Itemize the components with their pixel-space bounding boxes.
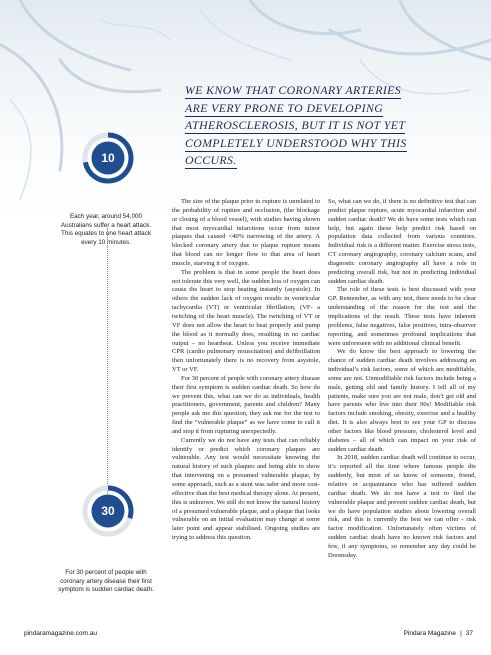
footer-magazine-name: Pindara Magazine — [403, 630, 457, 637]
body-paragraph: The role of these tests is best discussed with your GP. Remember, as with any test, there needs to be clear understanding of the reason for the test and the implications of the result. These tests have inherent problems, false negatives, false positives, intra-observer reporting, and sometimes profound implications that were unforeseen with no additional clinical benefit. — [328, 286, 476, 347]
pull-quote-line: WE KNOW THAT CORONARY ARTERIES — [185, 83, 402, 97]
body-paragraph: The size of the plaque prior to rupture is unrelated to the probability of rupture and occlusion, (the blockage or closing of a blood vessel), with studies having shown that most myocardial infarctions occur from minor plaques that caused <40% narrowing of the artery. A blocked coronary artery due to plaque rupture means that blood can no longer flow to that area of heart muscle, starving it of oxygen. — [172, 198, 320, 267]
footer-separator: | — [460, 630, 462, 637]
body-paragraph: The problem is that in some people the heart does not tolerate this very well, the sudden loss of oxygen can cause the heart to stop beating instantly (asystole). In others the sudden lack of oxygen results in ventricular tachycardia (VT) or ventricular fibrillation, (VF- a twitching of the heart muscle). The twitching of VT or VF does not allow the heart to beat properly and pump the blood as it normally does, resulting in no cardiac output – no heartbeat. Unless you receive immediate CPR (cardio pulmonary resuscitation) and defibrillation then unfortunately there is no recovery from asystole, VT or VF. — [172, 268, 320, 374]
pull-quote-line: OCCURS. — [185, 153, 237, 167]
stat-ring-30 — [80, 483, 136, 539]
body-paragraph: So, what can we do, if there is no definitive test that can predict plaque rupture, acute myocardial infarction and sudden cardiac death? We do have some tests which can help, but again these help predict risk based on population data collected from various countries. Individual risk is a different matter. Exercise stress tests, CT coronary angiography, coronary calcium scans, and diagnostic coronary angiography all have a role in predicting overall risk, but not in predicting individual sudden cardiac death. — [328, 198, 476, 285]
pull-quote — [185, 82, 445, 170]
pull-quote-line: ARE VERY PRONE TO DEVELOPING — [185, 100, 384, 115]
body-paragraph: For 30 percent of people with coronary artery disease their first symptom is sudden cardiac death. So how do we prevent this, what can we do as individuals, health practitioners, government, parents and children? Many people ask me this question, they ask me for the test to find the “vulnerable plaque” as we have come to call it and stop it from rupturing unexpectedly. — [172, 374, 320, 435]
pull-quote-line: ATHEROSCLEROSIS, BUT IT IS NOT YET — [185, 118, 406, 132]
article-column-2 — [328, 198, 476, 561]
article-column-1 — [172, 198, 320, 543]
body-paragraph: In 2018, sudden cardiac death will continue to occur, it’s reported all the time where famous people die suddenly, but most of us know of someone, friend, relative or acquaintance who has suffered sudden cardiac death. We do not have a test to find the vulnerable plaque and prevent sudden cardiac death, but we do have population studies about lowering overall risk, and this is currently the best we can offer - risk factor modification. Unfortunately often victims of sudden cardiac death have no known risk factors and few, if any symptoms, so remember any day could be Doomsday. — [328, 454, 476, 559]
dotted-divider — [107, 228, 108, 500]
page-number: 37 — [465, 630, 473, 637]
body-paragraph: Currently we do not have any tests that can reliably identify or predict which coronary plaques are vulnerable. Any test would necessitate knowing the natural history of such plaques and being able to show that intervening on a presumed vulnerable plaque, by some approach, such as a stent was safer and more cost-effective than the best medical therapy alone. At present, this is unknown. We still do not know the natural history of a presumed vulnerable plaque, and a plaque that looks vulnerable on an initial evaluation may change at some later point and appear stabilised. Ongoing studies are trying to address this question. — [172, 436, 321, 542]
footer-website: pindaramagazine.com.au — [24, 630, 97, 637]
stat-caption: For 30 percent of people with coronary artery disease their first symptom is sudden cardiac death. — [58, 569, 154, 594]
stat-caption: Each year, around 54,000 Australians suffer a heart attack. This equates to one heart attack every 10 minutes. — [60, 213, 152, 246]
pull-quote-line: COMPLETELY UNDERSTOOD WHY THIS — [185, 135, 407, 150]
stat-number: 10 — [101, 151, 115, 165]
footer-folio — [404, 630, 473, 637]
body-paragraph: We do know the best approach to lowering the chance of sudden cardiac death involves addressing an individual’s risk factors, some of which are modifiable, some are not. Unmodifiable risk factors include being a male, getting old and family history. I tell all of my patients, make sure you are not male, don’t get old and have parents who live into their 90s! Modifiable risk factors include smoking, obesity, exercise and a healthy diet. It is also always best to see your GP to discuss other factors like blood pressure, cholesterol level and diabetes – all of which can impact on your risk of sudden cardiac death. — [328, 348, 476, 453]
stat-ring-10 — [80, 130, 136, 186]
stat-number: 30 — [101, 504, 115, 518]
